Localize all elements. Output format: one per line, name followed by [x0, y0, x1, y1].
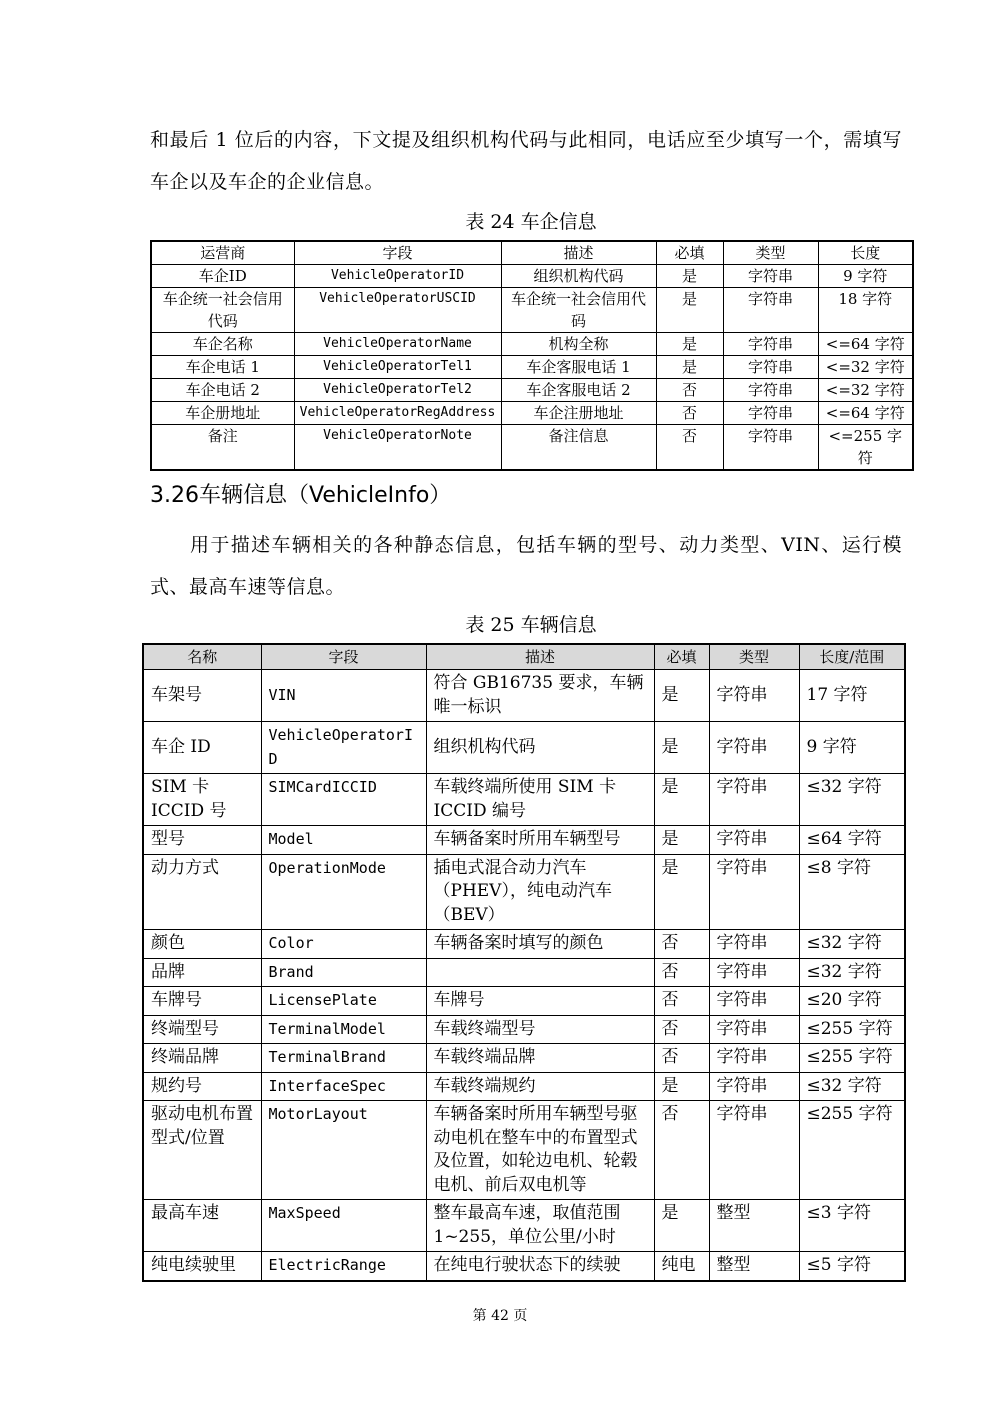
table-cell: 是: [656, 265, 723, 288]
table-cell: SIM 卡 ICCID 号: [143, 774, 261, 826]
table-row: [143, 1072, 905, 1101]
table-cell: 字符串: [723, 265, 818, 288]
table-cell: 9 字符: [799, 722, 905, 774]
table-cell: ≤255 字符: [799, 1015, 905, 1044]
table-cell: 车辆备案时所用车辆型号驱动电机在整车中的布置型式及位置，如轮边电机、轮毂电机、前后双电机等: [426, 1101, 654, 1200]
table-cell: 字符串: [723, 379, 818, 402]
table-cell: <=64 字符: [818, 402, 913, 425]
table-cell: 是: [654, 774, 709, 826]
table25-header-cell: 类型: [709, 644, 799, 670]
table-cell: <=32 字符: [818, 379, 913, 402]
table-cell: 是: [656, 333, 723, 356]
table-cell: <=64 字符: [818, 333, 913, 356]
table-row: [151, 402, 913, 425]
table-cell: VehicleOperatorID: [261, 722, 426, 774]
table-cell: 字符串: [709, 930, 799, 959]
table-row: [143, 774, 905, 826]
table-row: [143, 1015, 905, 1044]
table-cell: 是: [656, 288, 723, 333]
table-cell: VehicleOperatorTel2: [294, 379, 501, 402]
section-heading: 3.26车辆信息（VehicleInfo）: [150, 483, 452, 508]
table-cell: 否: [654, 1015, 709, 1044]
table-cell: 字符串: [723, 425, 818, 471]
table-cell: 是: [654, 1200, 709, 1252]
table-cell: 字符串: [709, 1044, 799, 1073]
table-row: [151, 333, 913, 356]
table-cell: TerminalModel: [261, 1015, 426, 1044]
table-cell: VehicleOperatorTel1: [294, 356, 501, 379]
table-cell: 车载终端规约: [426, 1072, 654, 1101]
table-cell: 字符串: [709, 854, 799, 930]
table-row: [151, 379, 913, 402]
table-cell: 字符串: [709, 826, 799, 855]
table24-header-cell: 长度: [818, 241, 913, 265]
table-cell: ≤20 字符: [799, 987, 905, 1016]
table-row: [143, 930, 905, 959]
table-cell: 车辆备案时所用车辆型号: [426, 826, 654, 855]
table24-header-cell: 运营商: [151, 241, 294, 265]
table-cell: <=32 字符: [818, 356, 913, 379]
table-cell: 符合 GB16735 要求，车辆唯一标识: [426, 670, 654, 722]
table-cell: 字符串: [723, 333, 818, 356]
table-cell: 是: [656, 356, 723, 379]
table-cell: 车载终端型号: [426, 1015, 654, 1044]
table-cell: 否: [654, 958, 709, 987]
table-row: [143, 1200, 905, 1252]
table-cell: 终端品牌: [143, 1044, 261, 1073]
table-cell: ≤8 字符: [799, 854, 905, 930]
table-cell: Brand: [261, 958, 426, 987]
table-cell: 字符串: [723, 288, 818, 333]
table25-vehicle-info: [142, 643, 906, 1282]
table-cell: 是: [654, 826, 709, 855]
table-cell: 插电式混合动力汽车（PHEV），纯电动汽车（BEV）: [426, 854, 654, 930]
table-cell: 字符串: [709, 722, 799, 774]
table-cell: 是: [654, 854, 709, 930]
table-cell: LicensePlate: [261, 987, 426, 1016]
table-cell: 车企注册地址: [501, 402, 656, 425]
table-cell: TerminalBrand: [261, 1044, 426, 1073]
table24-header-cell: 类型: [723, 241, 818, 265]
table-cell: 车企 ID: [143, 722, 261, 774]
intro-paragraph: 和最后 1 位后的内容，下文提及组织机构代码与此相同，电话应至少填写一个，需填写车企以及车企的企业信息。: [150, 129, 902, 193]
table-cell: VehicleOperatorNote: [294, 425, 501, 471]
table-cell: ≤255 字符: [799, 1044, 905, 1073]
table-cell: VIN: [261, 670, 426, 722]
table-cell: 组织机构代码: [426, 722, 654, 774]
table-cell: MotorLayout: [261, 1101, 426, 1200]
table25-header-cell: 描述: [426, 644, 654, 670]
table-cell: 动力方式: [143, 854, 261, 930]
table-cell: 字符串: [709, 987, 799, 1016]
table-cell: 组织机构代码: [501, 265, 656, 288]
table-cell: 字符串: [709, 1015, 799, 1044]
table-cell: ≤64 字符: [799, 826, 905, 855]
table25-caption: 表 25 车辆信息: [465, 614, 597, 636]
table-cell: 字符串: [709, 1101, 799, 1200]
table24-header-row: [151, 241, 913, 265]
table-cell: 车企统一社会信用代码: [501, 288, 656, 333]
table-cell: 规约号: [143, 1072, 261, 1101]
table-cell: 是: [654, 1072, 709, 1101]
table25-header-cell: 名称: [143, 644, 261, 670]
table-cell: 否: [654, 987, 709, 1016]
table-cell: 最高车速: [143, 1200, 261, 1252]
table25-header-cell: 字段: [261, 644, 426, 670]
table-cell: 在纯电行驶状态下的续驶: [426, 1252, 654, 1281]
table-cell: ≤32 字符: [799, 1072, 905, 1101]
table-cell: ≤32 字符: [799, 930, 905, 959]
table-cell: 车架号: [143, 670, 261, 722]
table-row: [143, 722, 905, 774]
table24-header-cell: 描述: [501, 241, 656, 265]
table-cell: 车牌号: [426, 987, 654, 1016]
table-cell: 车企册地址: [151, 402, 294, 425]
table-cell: 否: [654, 930, 709, 959]
table25-header-cell: 必填: [654, 644, 709, 670]
table-cell: 字符串: [709, 774, 799, 826]
table-cell: 9 字符: [818, 265, 913, 288]
table-cell: 车辆备案时填写的颜色: [426, 930, 654, 959]
table-cell: 驱动电机布置型式/位置: [143, 1101, 261, 1200]
table-row: [143, 854, 905, 930]
table-cell: 品牌: [143, 958, 261, 987]
table-cell: 车企客服电话 2: [501, 379, 656, 402]
table-cell: 17 字符: [799, 670, 905, 722]
table-cell: [426, 958, 654, 987]
table-cell: 车企电话 1: [151, 356, 294, 379]
table-cell: 车载终端所使用 SIM 卡 ICCID 编号: [426, 774, 654, 826]
section-paragraph: 用于描述车辆相关的各种静态信息，包括车辆的型号、动力类型、VIN、运行模式、最高车速等信息。: [150, 534, 902, 598]
table-cell: Color: [261, 930, 426, 959]
table-cell: 整型: [709, 1252, 799, 1281]
table-cell: 否: [654, 1044, 709, 1073]
table-row: [143, 958, 905, 987]
table-row: [143, 1044, 905, 1073]
table24-header-cell: 必填: [656, 241, 723, 265]
table-cell: 字符串: [709, 1072, 799, 1101]
table25-header-row: [143, 644, 905, 670]
table-cell: ElectricRange: [261, 1252, 426, 1281]
table-cell: 18 字符: [818, 288, 913, 333]
table-row: [143, 987, 905, 1016]
table-cell: ≤32 字符: [799, 958, 905, 987]
table-cell: 否: [656, 402, 723, 425]
page-number: 第 42 页: [472, 1308, 528, 1324]
table-cell: 纯电续驶里: [143, 1252, 261, 1281]
table-cell: ≤255 字符: [799, 1101, 905, 1200]
table24-caption: 表 24 车企信息: [465, 211, 597, 233]
table-cell: 字符串: [709, 670, 799, 722]
table-cell: OperationMode: [261, 854, 426, 930]
table-cell: 颜色: [143, 930, 261, 959]
table-cell: 车企名称: [151, 333, 294, 356]
table-cell: 车牌号: [143, 987, 261, 1016]
table-cell: VehicleOperatorName: [294, 333, 501, 356]
table-row: [143, 826, 905, 855]
table-cell: 车企客服电话 1: [501, 356, 656, 379]
table-cell: 终端型号: [143, 1015, 261, 1044]
table-row: [151, 265, 913, 288]
table-cell: 否: [656, 379, 723, 402]
table-cell: <=255 字符: [818, 425, 913, 471]
table-cell: 纯电: [654, 1252, 709, 1281]
table-cell: InterfaceSpec: [261, 1072, 426, 1101]
table-row: [143, 1101, 905, 1200]
table-cell: 备注信息: [501, 425, 656, 471]
table-cell: 是: [654, 722, 709, 774]
table-cell: SIMCardICCID: [261, 774, 426, 826]
table-cell: 车企电话 2: [151, 379, 294, 402]
table-cell: Model: [261, 826, 426, 855]
table-cell: 字符串: [723, 402, 818, 425]
table-cell: 整车最高车速，取值范围 1~255，单位公里/小时: [426, 1200, 654, 1252]
table25-header-cell: 长度/范围: [799, 644, 905, 670]
table-row: [143, 670, 905, 722]
table-row: [151, 425, 913, 471]
table-cell: 机构全称: [501, 333, 656, 356]
table-cell: VehicleOperatorID: [294, 265, 501, 288]
table-cell: 车企ID: [151, 265, 294, 288]
table-cell: MaxSpeed: [261, 1200, 426, 1252]
table-cell: ≤3 字符: [799, 1200, 905, 1252]
table-cell: 型号: [143, 826, 261, 855]
table-row: [143, 1252, 905, 1281]
table-cell: ≤5 字符: [799, 1252, 905, 1281]
table-cell: VehicleOperatorRegAddress: [294, 402, 501, 425]
table24-header-cell: 字段: [294, 241, 501, 265]
table-cell: 否: [656, 425, 723, 471]
table-row: [151, 356, 913, 379]
table-cell: 整型: [709, 1200, 799, 1252]
table-cell: 备注: [151, 425, 294, 471]
table-cell: 是: [654, 670, 709, 722]
table-cell: 否: [654, 1101, 709, 1200]
table-cell: 字符串: [723, 356, 818, 379]
table-cell: ≤32 字符: [799, 774, 905, 826]
table-cell: 车载终端品牌: [426, 1044, 654, 1073]
table-cell: 车企统一社会信用代码: [151, 288, 294, 333]
table-row: [151, 288, 913, 333]
table-cell: VehicleOperatorUSCID: [294, 288, 501, 333]
table-cell: 字符串: [709, 958, 799, 987]
table24-vehicle-operator: [150, 240, 914, 471]
